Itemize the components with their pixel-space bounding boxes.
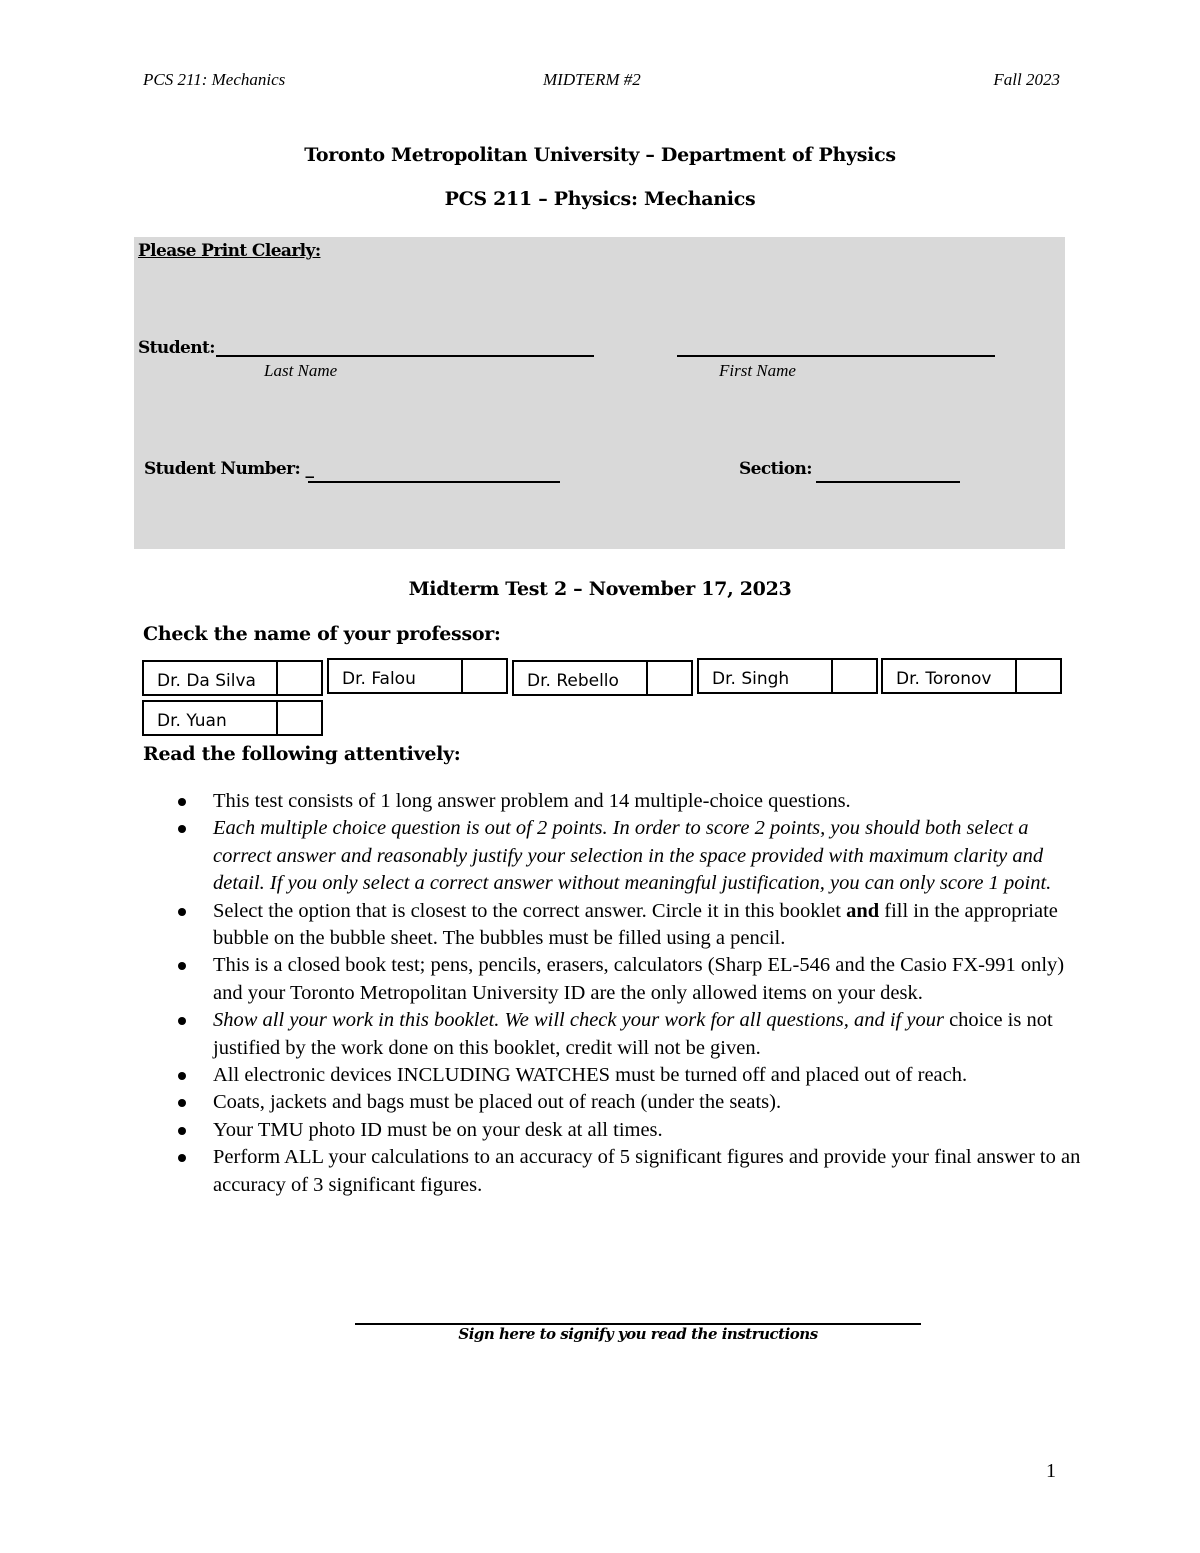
- instruction-item: This is a closed book test; pens, pencils, erasers, calculators (Sharp EL-546 and the Casio FX-991 only) and your Toronto Metropolitan University ID are the only allowed items on your desk.: [143, 952, 1083, 1007]
- section-field[interactable]: [816, 481, 960, 483]
- instruction-item: Your TMU photo ID must be on your desk at all times.: [143, 1117, 1083, 1144]
- professor-name: Dr. Toronov: [883, 660, 1017, 692]
- last-name-caption: Last Name: [264, 361, 338, 380]
- professor-checkbox[interactable]: [833, 660, 876, 692]
- student-number-field[interactable]: [308, 481, 560, 483]
- instruction-item: Perform ALL your calculations to an accuracy of 5 significant figures and provide your final answer to an accuracy of 3 significant figures.: [143, 1144, 1083, 1199]
- professor-option[interactable]: [142, 700, 323, 736]
- read-heading: Read the following attentively:: [143, 743, 461, 765]
- student-label: Student:: [138, 338, 215, 358]
- last-name-field[interactable]: [216, 355, 594, 357]
- header-course: PCS 211: Mechanics: [143, 70, 286, 89]
- instruction-item: Coats, jackets and bags must be placed out of reach (under the seats).: [143, 1089, 1083, 1116]
- header-term: Fall 2023: [993, 70, 1060, 89]
- print-clearly-label: Please Print Clearly:: [138, 241, 321, 261]
- professor-name: Dr. Rebello: [514, 662, 648, 694]
- university-title: Toronto Metropolitan University – Department of Physics: [304, 144, 896, 166]
- course-title: PCS 211 – Physics: Mechanics: [444, 188, 756, 210]
- check-professor-heading: Check the name of your professor:: [143, 623, 501, 645]
- professor-option[interactable]: [327, 658, 508, 694]
- professor-name: Dr. Da Silva: [144, 662, 278, 694]
- student-number-label: Student Number: _: [144, 459, 314, 479]
- instruction-item: Select the option that is closest to the correct answer. Circle it in this booklet and fill in the appropriate bubble on the bubble sheet. The bubbles must be filled using a pencil.: [143, 898, 1083, 953]
- professor-option[interactable]: [697, 658, 878, 694]
- instruction-item: Show all your work in this booklet. We will check your work for all questions, and if your choice is not justified by the work done on this booklet, credit will not be given.: [143, 1007, 1083, 1062]
- instruction-item: All electronic devices INCLUDING WATCHES must be turned off and placed out of reach.: [143, 1062, 1083, 1089]
- page-header: [143, 70, 1060, 96]
- signature-caption: Sign here to signify you read the instructions: [458, 1325, 818, 1343]
- midterm-title: Midterm Test 2 – November 17, 2023: [408, 578, 792, 600]
- professor-checkbox[interactable]: [278, 662, 321, 694]
- instructions-list: [143, 788, 1083, 1199]
- professor-option[interactable]: [142, 660, 323, 696]
- professor-name: Dr. Falou: [329, 660, 463, 692]
- page-number: 1: [1046, 1460, 1056, 1482]
- header-exam: MIDTERM #2: [543, 70, 641, 89]
- professor-checkbox[interactable]: [463, 660, 506, 692]
- first-name-caption: First Name: [719, 361, 796, 380]
- instruction-item: Each multiple choice question is out of 2 points. In order to score 2 points, you should both select a correct answer and reasonably justify your selection in the space provided with maximum clarity and detail. If you only select a correct answer without meaningful justification, you can only score 1 point.: [143, 815, 1083, 897]
- student-info-box: [134, 237, 1065, 549]
- professor-checkbox[interactable]: [648, 662, 691, 694]
- section-label: Section:: [739, 459, 812, 479]
- professor-name: Dr. Singh: [699, 660, 833, 692]
- professor-checkbox[interactable]: [1017, 660, 1060, 692]
- professor-option[interactable]: [512, 660, 693, 696]
- first-name-field[interactable]: [677, 355, 995, 357]
- professor-checkbox[interactable]: [278, 702, 321, 734]
- professor-option[interactable]: [881, 658, 1062, 694]
- professor-name: Dr. Yuan: [144, 702, 278, 734]
- instruction-item: This test consists of 1 long answer problem and 14 multiple-choice questions.: [143, 788, 1083, 815]
